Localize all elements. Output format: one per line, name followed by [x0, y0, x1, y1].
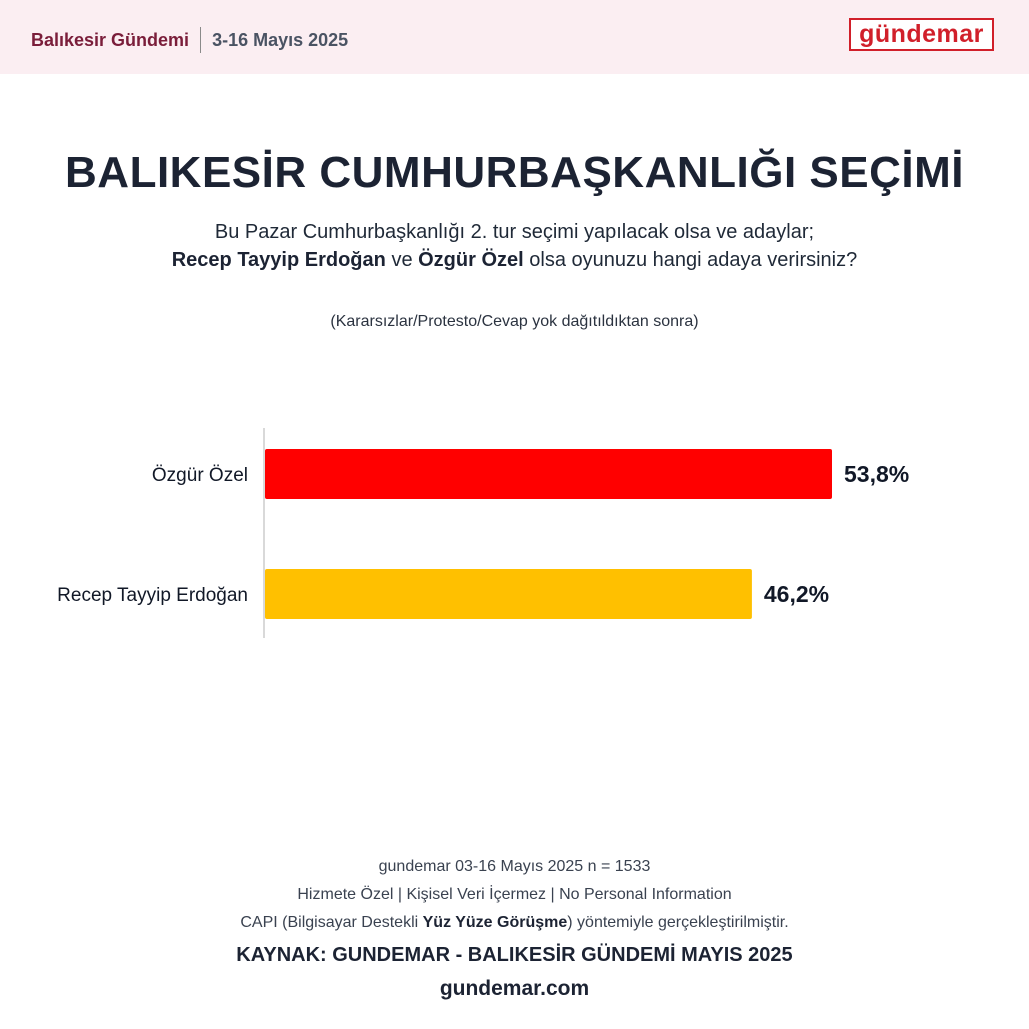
- bar-2: [265, 569, 752, 619]
- footer-source: KAYNAK: GUNDEMAR - BALIKESİR GÜNDEMİ MAYIS 2025: [236, 944, 793, 966]
- footer-method-pre: CAPI (Bilgisayar Destekli: [240, 914, 419, 931]
- candidate-name-2: Özgür Özel: [418, 249, 524, 271]
- footer-website: gundemar.com: [439, 977, 590, 1000]
- brand-logo-text: gündemar: [859, 20, 984, 48]
- page-title: BALIKESİR CUMHURBAŞKANLIĞI SEÇİMİ: [65, 148, 964, 197]
- question-line-1: Bu Pazar Cumhurbaşkanlığı 2. tur seçimi yapılacak olsa ve adaylar;: [214, 221, 815, 243]
- footer-method-bold: Yüz Yüze Görüşme: [422, 914, 568, 931]
- footer-method: [0, 914, 1029, 932]
- category-label: Özgür Özel: [151, 465, 248, 486]
- value-label: 46,2%: [763, 581, 830, 607]
- footer-method-post: ) yöntemiyle gerçekleştirilmiştir.: [567, 914, 789, 931]
- candidate-name-1: Recep Tayyip Erdoğan: [171, 249, 386, 271]
- bar-1: [265, 449, 832, 499]
- footer-survey-info: gundemar 03-16 Mayıs 2025 n = 1533: [378, 858, 651, 875]
- header-date: 3-16 Mayıs 2025: [212, 29, 349, 50]
- category-label: Recep Tayyip Erdoğan: [57, 585, 248, 606]
- footer-privacy: Hizmete Özel | Kişisel Veri İçermez | No Personal Information: [297, 886, 732, 903]
- header-title: Balıkesir Gündemi: [31, 29, 190, 50]
- question-connector: ve: [391, 249, 413, 271]
- question-rest: olsa oyunuzu hangi adaya verirsiniz?: [529, 249, 858, 271]
- methodology-note: (Kararsızlar/Protesto/Cevap yok dağıtıldıktan sonra): [330, 313, 699, 330]
- value-label: 53,8%: [844, 461, 910, 487]
